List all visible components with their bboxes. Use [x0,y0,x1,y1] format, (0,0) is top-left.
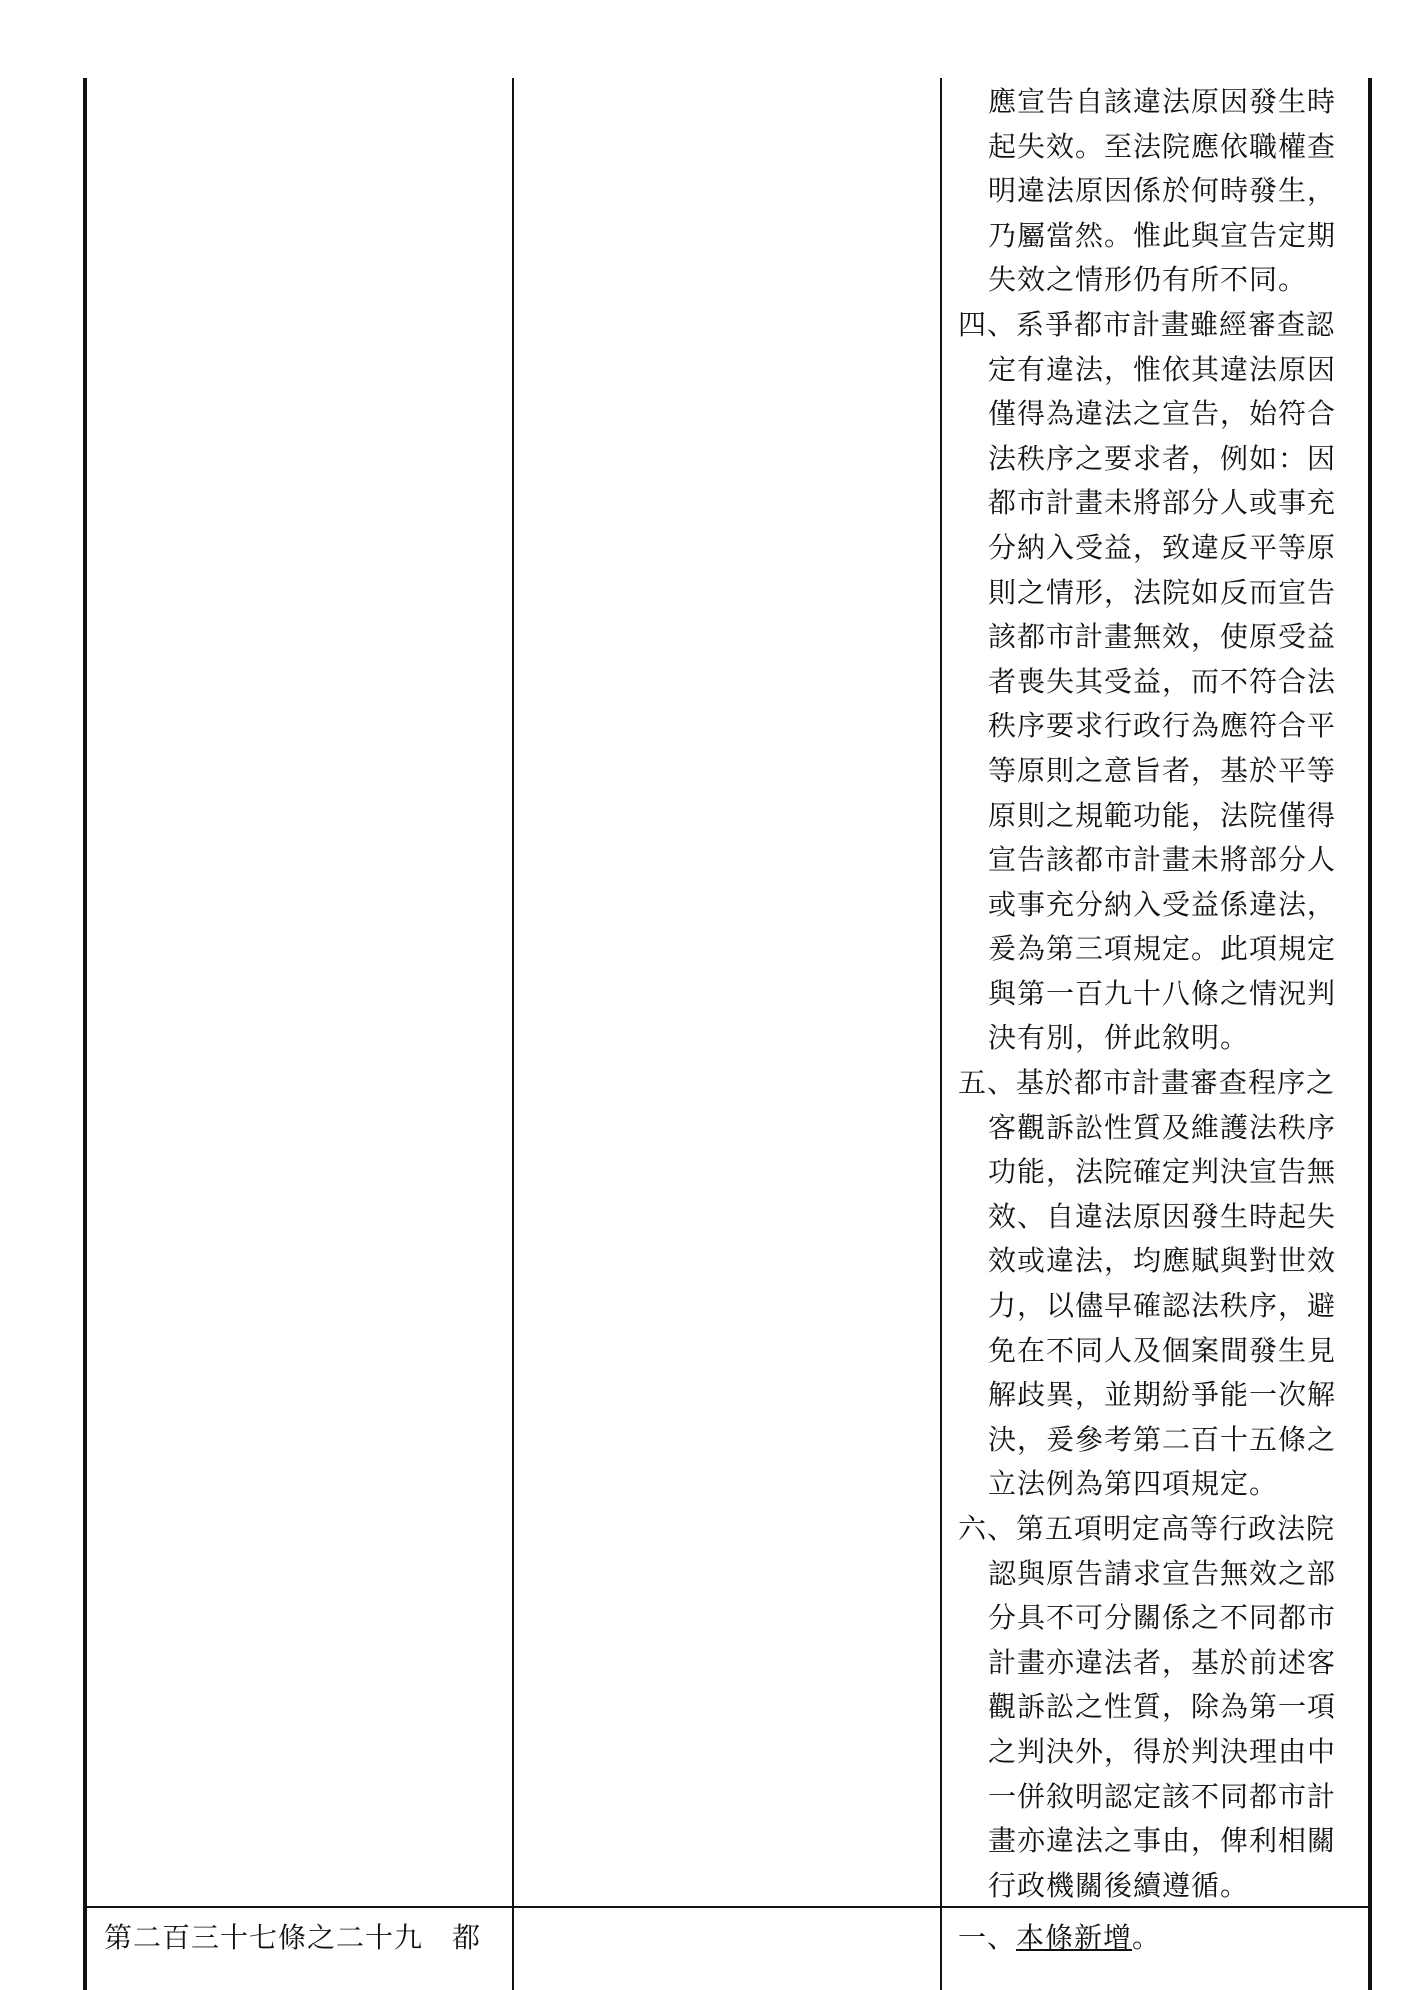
item-text: 系爭都市計畫雖經審查認 [1016,307,1336,341]
text-line: 決，爰參考第二百十五條之 [988,1422,1337,1456]
text-line: 效或違法，均應賦與對世效 [988,1244,1337,1278]
new-article-note [958,1916,1161,1960]
item-marker: 六、 [958,1512,1017,1545]
text-line: 認與原告請求宣告無效之部 [988,1556,1337,1590]
text-line: 行政機關後續遵循。 [988,1868,1250,1902]
text-line: 觀訴訟之性質，除為第一項 [988,1690,1337,1724]
note-marker: 一、 [958,1921,1017,1954]
item-marker: 五、 [958,1066,1017,1100]
text-line: 免在不同人及個案間發生見 [988,1333,1337,1367]
text-line: 都市計畫未將部分人或事充 [988,486,1337,520]
article-title: 第二百三十七條之二十九 都 [104,1921,482,1954]
text-line: 力，以儘早確認法秩序，避 [988,1289,1337,1323]
table-border-right [1368,78,1372,1990]
explanation-item [958,1507,1358,1908]
text-line: 效、自違法原因發生時起失 [988,1199,1337,1233]
text-line: 失效之情形仍有所不同。 [988,263,1308,297]
text-line: 爰為第三項規定。此項規定 [988,932,1337,966]
text-line: 分納入受益，致違反平等原 [988,530,1337,564]
text-line: 計畫亦違法者，基於前述客 [988,1645,1337,1679]
table-divider-1 [512,78,514,1990]
text-line: 立法例為第四項規定。 [988,1467,1279,1501]
text-line: 分具不可分關係之不同都市 [988,1601,1337,1635]
explanation-item [958,303,1358,1061]
text-line [958,1507,1358,1552]
text-line: 原則之規範功能，法院僅得 [988,798,1337,832]
table-border-left [83,78,87,1990]
text-line: 解歧異，並期紛爭能一次解 [988,1378,1337,1412]
text-line [958,1061,1358,1106]
text-line: 一併敘明認定該不同都市計 [988,1779,1337,1813]
table-divider-2 [940,78,942,1990]
explanation-items [958,303,1358,1908]
text-line: 乃屬當然。惟此與宣告定期 [988,218,1337,252]
text-line: 者喪失其受益，而不符合法 [988,664,1337,698]
text-line: 定有違法，惟依其違法原因 [988,352,1337,386]
explanation-column [958,80,1358,1908]
text-line: 該都市計畫無效，使原受益 [988,620,1337,654]
text-line: 畫亦違法之事由，俾利相關 [988,1824,1337,1858]
note-text: 本條新增 [1016,1921,1133,1954]
text-line [958,303,1358,348]
item-text: 基於都市計畫審查程序之 [1016,1066,1336,1100]
text-line: 法秩序之要求者，例如：因 [988,441,1337,475]
text-line: 應宣告自該違法原因發生時 [988,85,1337,118]
text-line: 與第一百九十八條之情況判 [988,976,1337,1010]
text-line: 僅得為違法之宣告，始符合 [988,397,1337,431]
text-line: 客觀訴訟性質及維護法秩序 [988,1110,1337,1144]
explanation-item [958,1061,1358,1507]
text-line: 宣告該都市計畫未將部分人 [988,843,1337,877]
text-line: 秩序要求行政行為應符合平 [988,709,1337,743]
text-line: 明違法原因係於何時發生， [988,174,1337,208]
continued-paragraph [958,80,1358,303]
text-line: 起失效。至法院應依職權查 [988,129,1337,163]
text-line: 決有別，併此敘明。 [988,1021,1250,1055]
item-text: 第五項明定高等行政法院 [1016,1512,1336,1545]
item-marker: 四、 [958,307,1017,341]
text-line: 或事充分納入受益係違法， [988,887,1337,921]
text-line: 之判決外，得於判決理由中 [988,1734,1337,1768]
text-line: 則之情形，法院如反而宣告 [988,575,1337,609]
note-end: 。 [1132,1921,1162,1954]
text-line: 功能，法院確定判決宣告無 [988,1155,1337,1189]
text-line: 等原則之意旨者，基於平等 [988,753,1337,787]
